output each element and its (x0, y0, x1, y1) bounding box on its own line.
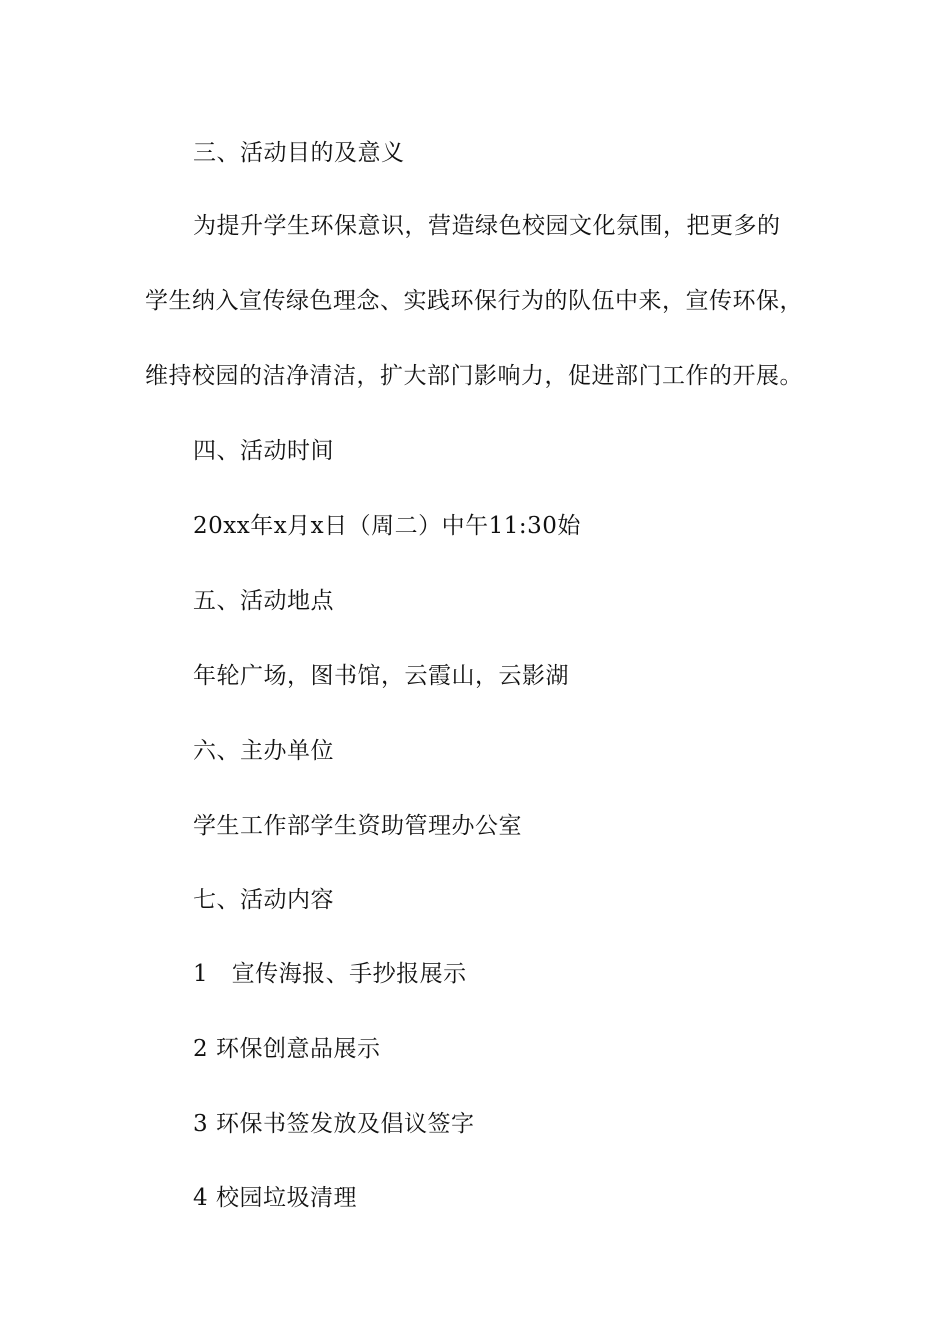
section6-text: 学生工作部学生资助管理办公室 (193, 813, 522, 839)
section3-paragraph-line-3: 维持校园的洁净清洁，扩大部门影响力，促进部门工作的开展。 (145, 363, 803, 389)
section4-text: 20xx年x月x日（周二）中午11:30始 (193, 513, 581, 539)
section3-paragraph-line-1: 为提升学生环保意识，营造绿色校园文化氛围，把更多的 (193, 213, 781, 239)
list-item: 1 宣传海报、手抄报展示 (193, 961, 467, 987)
list-item: 4 校园垃圾清理 (193, 1185, 357, 1211)
section5-heading: 五、活动地点 (193, 588, 334, 614)
section5-text: 年轮广场，图书馆，云霞山，云影湖 (193, 663, 569, 689)
section4-heading: 四、活动时间 (193, 438, 334, 464)
section3-paragraph-line-2: 学生纳入宣传绿色理念、实践环保行为的队伍中来，宣传环保， (145, 288, 803, 314)
section3-heading: 三、活动目的及意义 (193, 140, 405, 166)
list-item: 2 环保创意品展示 (193, 1036, 381, 1062)
section7-heading: 七、活动内容 (193, 887, 334, 913)
section6-heading: 六、主办单位 (193, 738, 334, 764)
list-item: 3 环保书签发放及倡议签字 (193, 1111, 475, 1137)
